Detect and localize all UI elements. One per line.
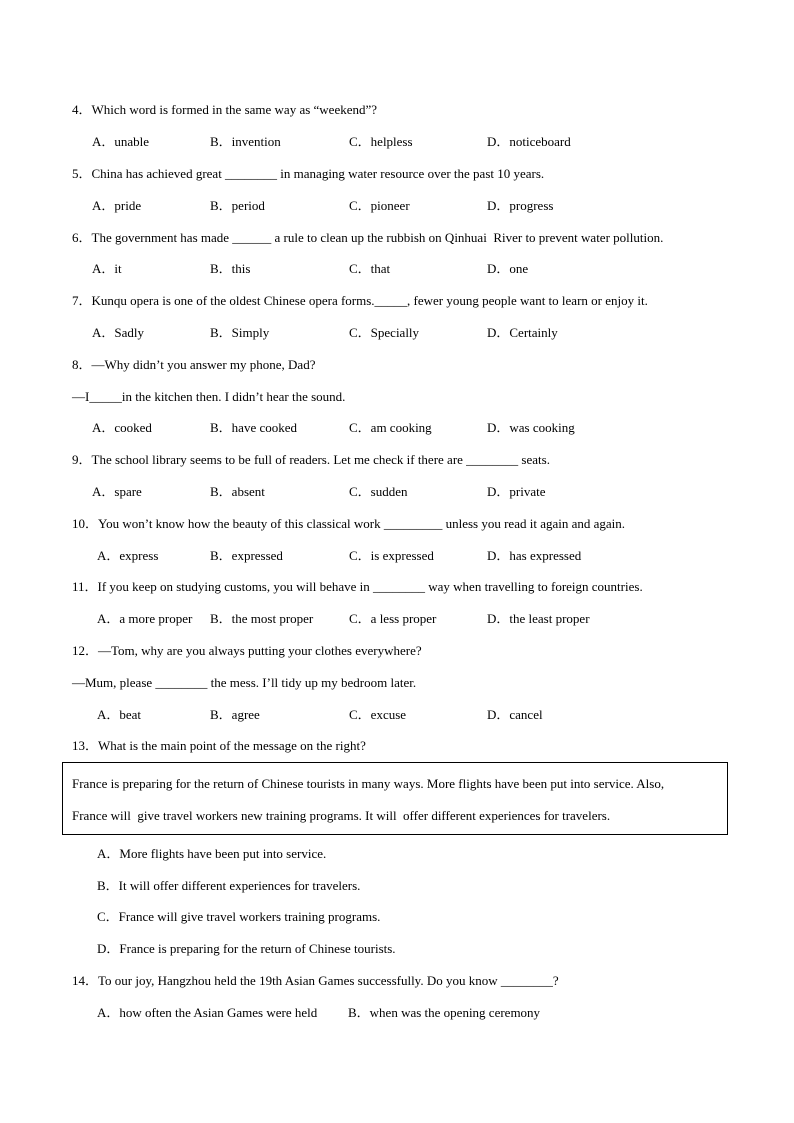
question-10-option-d: D．has expressed xyxy=(487,548,582,563)
question-4-option-b: B．invention xyxy=(210,134,281,149)
question-6-stem: 6．The government has made ______ a rule to clean up the rubbish on Qinhuai River to prevent water pollution. xyxy=(72,230,664,245)
question-10-option-b: B．expressed xyxy=(210,548,283,563)
question-12-option-c: C．excuse xyxy=(349,707,407,722)
question-13-option-c: C．France will give travel workers training programs. xyxy=(97,909,381,924)
passage-line-1: France is preparing for the return of Chinese tourists in many ways. More flights have been put into service. Also, xyxy=(72,776,665,791)
question-11-option-a: A．a more proper xyxy=(97,611,193,626)
question-9-option-a: A．spare xyxy=(92,484,142,499)
question-12-option-b: B．agree xyxy=(210,707,260,722)
question-13-option-b: B．It will offer different experiences for travelers. xyxy=(97,878,361,893)
question-11-stem: 11．If you keep on studying customs, you will behave in ________ way when travelling to foreign countries. xyxy=(72,579,643,594)
question-12-stem: 12．—Tom, why are you always putting your clothes everywhere? xyxy=(72,643,422,658)
question-4-stem: 4．Which word is formed in the same way as “weekend”? xyxy=(72,102,378,117)
question-6-option-a: A．it xyxy=(92,261,122,276)
question-8-option-b: B．have cooked xyxy=(210,420,298,435)
question-4-option-d: D．noticeboard xyxy=(487,134,571,149)
question-7-option-c: C．Specially xyxy=(349,325,420,340)
question-5-option-b: B．period xyxy=(210,198,265,213)
question-7-stem: 7．Kunqu opera is one of the oldest Chinese opera forms._____, fewer young people want to learn or enjoy it. xyxy=(72,293,648,308)
question-5-option-a: A．pride xyxy=(92,198,142,213)
question-8-option-c: C．am cooking xyxy=(349,420,432,435)
question-9-option-c: C．sudden xyxy=(349,484,408,499)
question-12-stem-reply: —Mum, please ________ the mess. I’ll tidy up my bedroom later. xyxy=(72,675,417,690)
question-8-option-a: A．cooked xyxy=(92,420,152,435)
question-14-option-b: B．when was the opening ceremony xyxy=(348,1005,541,1020)
question-12-option-a: A．beat xyxy=(97,707,142,722)
question-7-option-a: A．Sadly xyxy=(92,325,145,340)
question-4-option-a: A．unable xyxy=(92,134,150,149)
question-9-option-b: B．absent xyxy=(210,484,265,499)
passage-line-2: France will give travel workers new training programs. It will offer different experiences for travelers. xyxy=(72,808,611,823)
question-14-option-a: A．how often the Asian Games were held xyxy=(97,1005,318,1020)
question-8-stem: 8．—Why didn’t you answer my phone, Dad? xyxy=(72,357,316,372)
question-13-option-a: A．More flights have been put into service. xyxy=(97,846,327,861)
question-6-option-d: D．one xyxy=(487,261,529,276)
question-11-option-d: D．the least proper xyxy=(487,611,590,626)
question-9-option-d: D．private xyxy=(487,484,546,499)
question-8-option-d: D．was cooking xyxy=(487,420,575,435)
question-10-stem: 10．You won’t know how the beauty of this classical work _________ unless you read it again and again. xyxy=(72,516,626,531)
question-11-option-b: B．the most proper xyxy=(210,611,314,626)
question-8-stem-reply: —I_____in the kitchen then. I didn’t hear the sound. xyxy=(72,389,346,404)
question-14-stem: 14．To our joy, Hangzhou held the 19th Asian Games successfully. Do you know ________? xyxy=(72,973,559,988)
question-5-option-c: C．pioneer xyxy=(349,198,410,213)
question-6-option-c: C．that xyxy=(349,261,391,276)
question-13-passage-box xyxy=(62,762,728,835)
question-10-option-c: C．is expressed xyxy=(349,548,434,563)
question-4-option-c: C．helpless xyxy=(349,134,413,149)
question-9-stem: 9．The school library seems to be full of readers. Let me check if there are ________ seats. xyxy=(72,452,550,467)
question-7-option-b: B．Simply xyxy=(210,325,270,340)
question-6-option-b: B．this xyxy=(210,261,251,276)
question-5-option-d: D．progress xyxy=(487,198,554,213)
question-5-stem: 5．China has achieved great ________ in managing water resource over the past 10 years. xyxy=(72,166,545,181)
question-10-option-a: A．express xyxy=(97,548,159,563)
question-13-stem: 13．What is the main point of the message on the right? xyxy=(72,738,366,753)
question-12-option-d: D．cancel xyxy=(487,707,543,722)
question-7-option-d: D．Certainly xyxy=(487,325,558,340)
question-13-option-d: D．France is preparing for the return of Chinese tourists. xyxy=(97,941,396,956)
question-11-option-c: C．a less proper xyxy=(349,611,437,626)
